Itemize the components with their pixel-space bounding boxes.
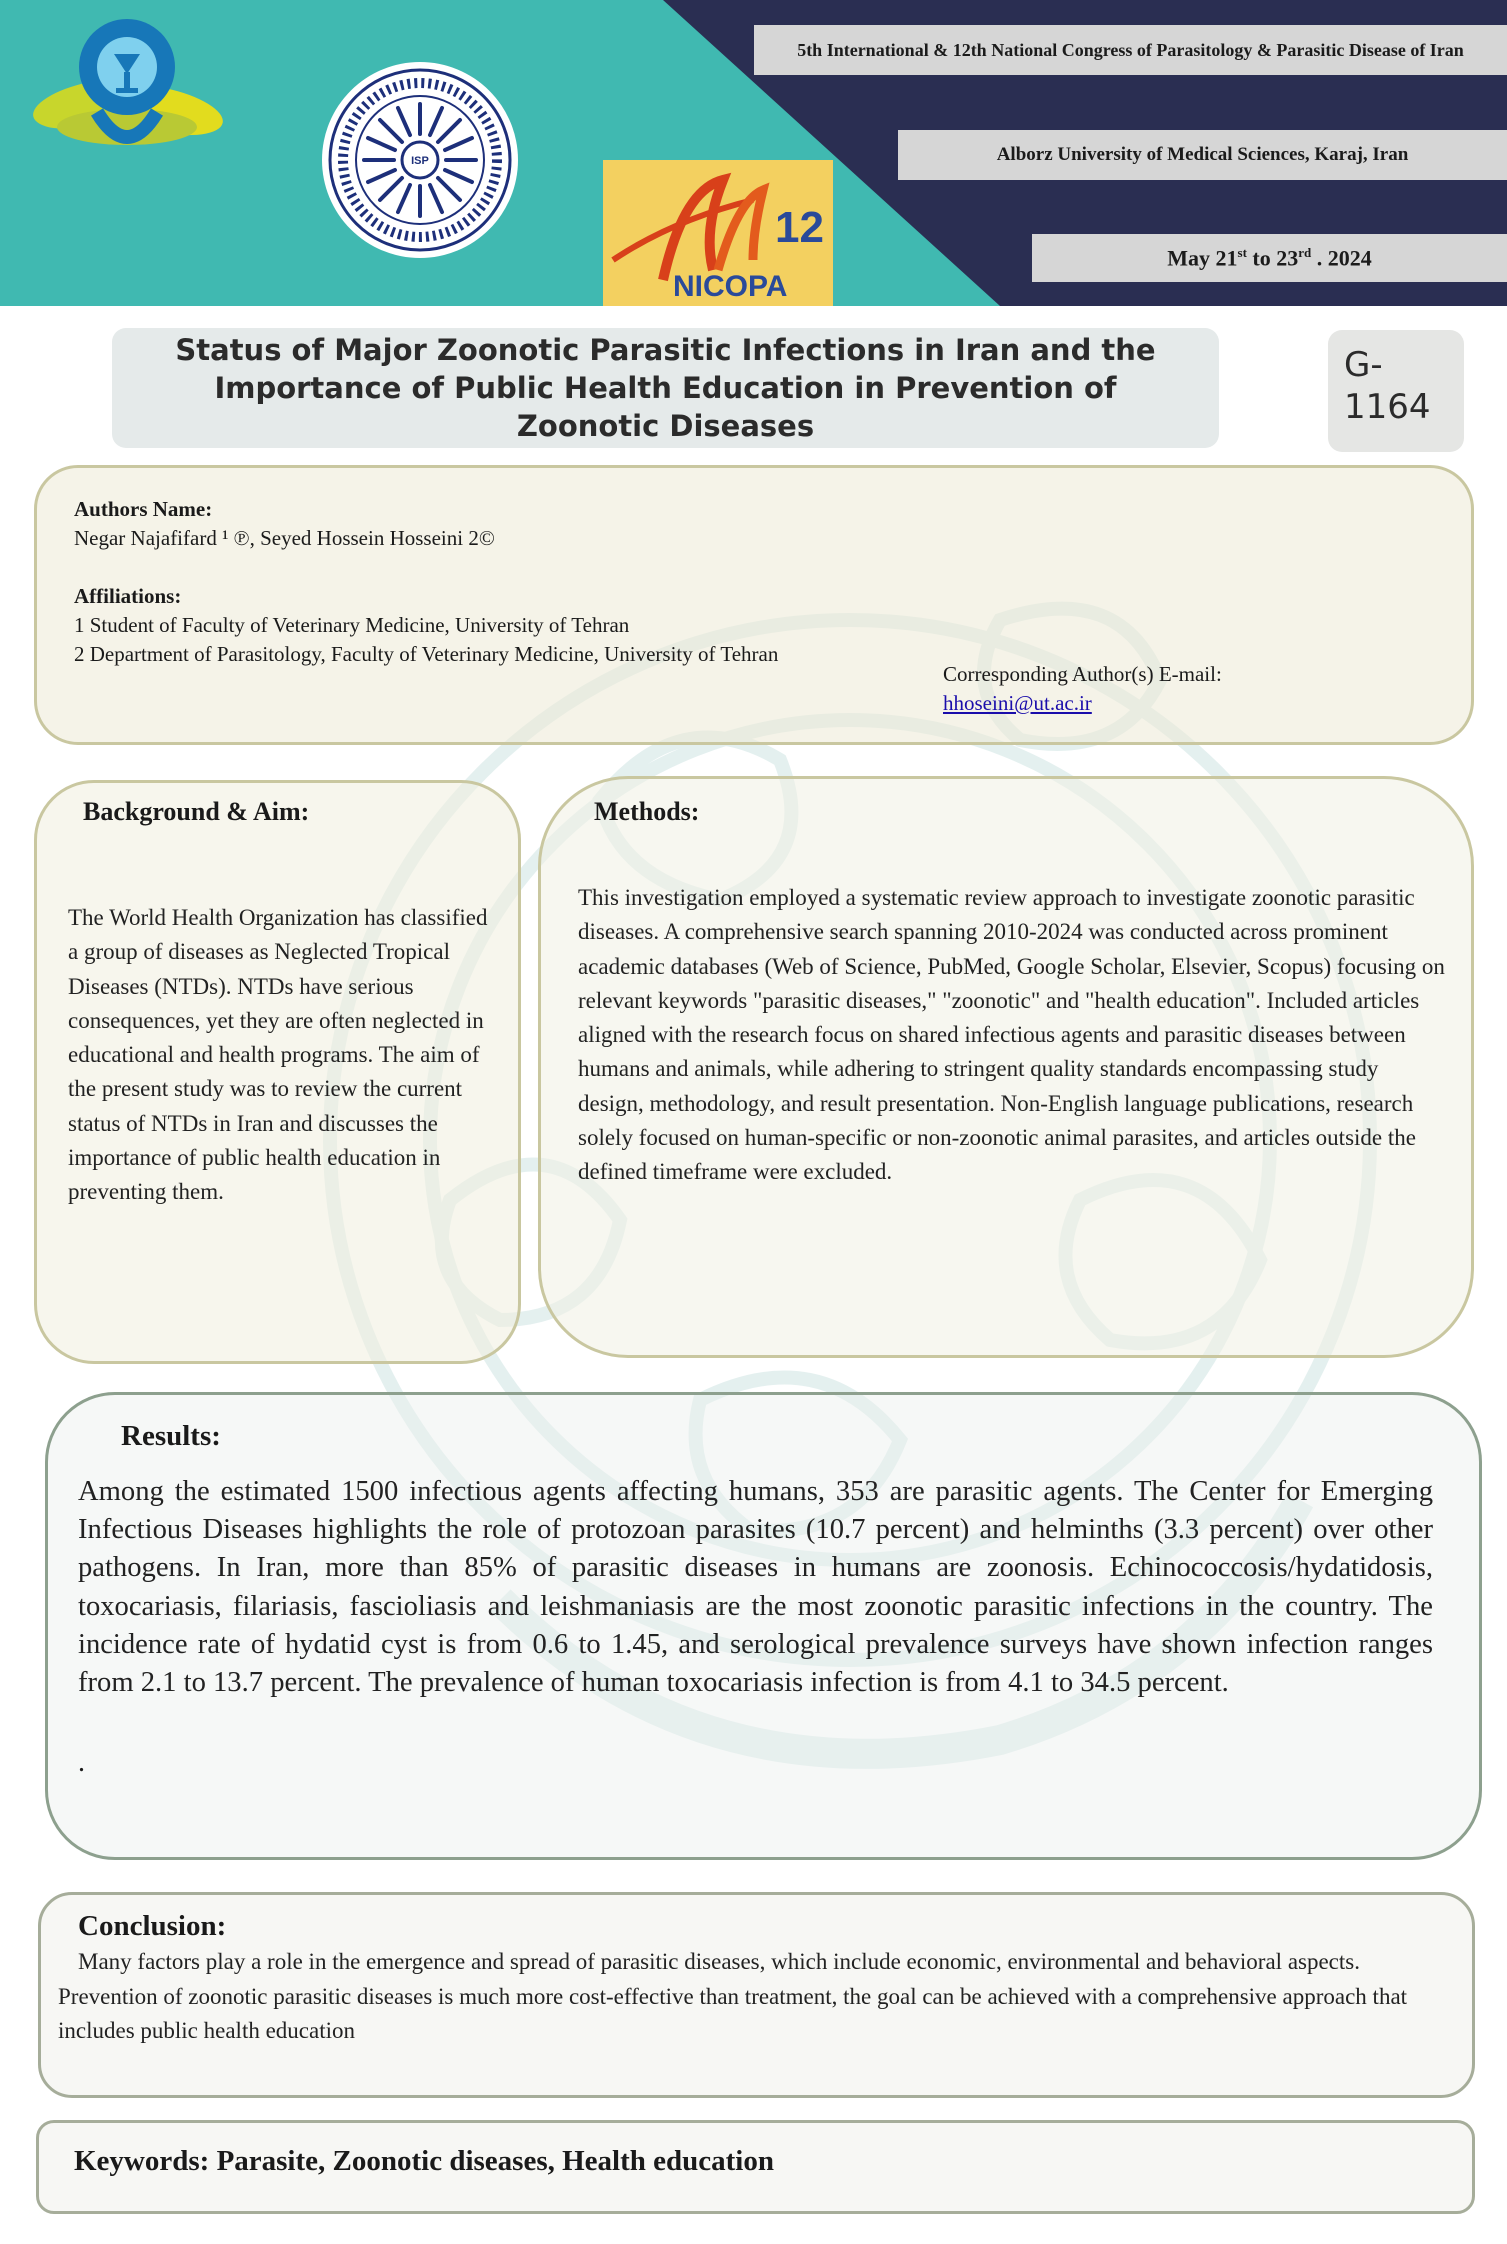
conclusion-heading: Conclusion: — [78, 1910, 227, 1942]
results-text: Among the estimated 1500 infectious agents affecting humans, 353 are parasitic agents. The Center for Emerging Infectious Diseases highlights the role of protozoan parasites (10.7 percent) and helminths (3.3 percent) over other pathogens. In Iran, more than 85% of parasitic diseases in humans are zoonosis. Echinococcosis/hydatidosis, toxocariasis, filariasis, fascioliasis and leishmaniasis are the most zoonotic parasitic infections in the country. The incidence rate of hydatid cyst is from 0.6 to 1.45, and serological prevalence surveys have shown infection ranges from 2.1 to 13.7 percent. The prevalence of human toxocariasis infection is from 4.1 to 34.5 percent. — [78, 1476, 1433, 1699]
corresponding-author-label: Corresponding Author(s) E-mail: — [943, 662, 1222, 686]
authors-names: Negar Najafifard ¹ ℗, Seyed Hossein Hosseini 2© — [74, 526, 495, 550]
nicopa-logo-graphic — [603, 160, 833, 306]
congress-logo — [22, 12, 232, 167]
congress-date: May 21st to 23rd . 2024 — [1167, 244, 1372, 271]
keywords-line: Keywords: Parasite, Zoonotic diseases, Health education — [74, 2145, 774, 2177]
methods-heading: Methods: — [594, 797, 700, 826]
corresponding-author-email-link[interactable]: hhoseini@ut.ac.ir — [943, 691, 1092, 715]
poster-code: G-1164 — [1344, 345, 1431, 427]
nicopa-12-logo — [603, 160, 833, 306]
header-banner — [0, 0, 1507, 306]
affiliations-label: Affiliations: — [74, 584, 182, 608]
congress-name-bar — [754, 25, 1507, 75]
university-bar — [898, 130, 1507, 180]
nicopa-logo-text: NICOPA — [673, 270, 788, 303]
society-logo-badge: ISP — [411, 155, 429, 167]
poster-title: Status of Major Zoonotic Parasitic Infections in Iran and the Importance of Public Health Education in Prevention of Zoonotic Diseases — [175, 333, 1156, 443]
conclusion-text: Many factors play a role in the emergence and spread of parasitic diseases, which include economic, environmental and behavioral aspects. Prevention of zoonotic parasitic diseases is much more cost-effective than treatment, the goal can be achieved with a comprehensive approach that includes public health education — [58, 1949, 1408, 2043]
date-bar — [1032, 234, 1507, 282]
background-text: The World Health Organization has classified a group of diseases as Neglected Tropical Diseases (NTDs). NTDs have serious consequences, yet they are often neglected in educational and health programs. The aim of the present study was to review the current status of NTDs in Iran and discusses the importance of public health education in preventing them. — [68, 905, 488, 1205]
title-banner — [112, 328, 1219, 448]
affiliation-item: 1 Student of Faculty of Veterinary Medicine, University of Tehran — [74, 613, 630, 637]
society-of-parasitology-logo — [320, 60, 520, 260]
methods-text: This investigation employed a systematic review approach to investigate zoonotic parasitic diseases. A comprehensive search spanning 2010-2024 was conducted across prominent academic databases (Web of Science, PubMed, Google Scholar, Elsevier, Scopus) focusing on relevant keywords "parasitic diseases," "zoonotic" and "health education". Included articles aligned with the research focus on shared infectious agents and parasitic diseases between humans and animals, while adhering to stringent quality standards encompassing study design, methodology, and result presentation. Non-English language publications, research solely focused on human-specific or non-zoonotic animal parasites, and articles outside the defined timeframe were excluded. — [578, 885, 1445, 1185]
congress-name: 5th International & 12th National Congress of Parasitology & Parasitic Disease of Iran — [797, 39, 1464, 60]
affiliation-item: 2 Department of Parasitology, Faculty of Veterinary Medicine, University of Tehran — [74, 642, 779, 666]
university-name: Alborz University of Medical Sciences, Karaj, Iran — [996, 144, 1409, 165]
results-heading: Results: — [121, 1420, 221, 1452]
background-heading: Background & Aim: — [83, 797, 310, 826]
nicopa-logo-number: 12 — [775, 203, 824, 252]
authors-panel — [34, 465, 1474, 745]
authors-label: Authors Name: — [74, 497, 213, 521]
poster-code-badge — [1328, 330, 1464, 452]
results-trailing-mark: . — [78, 1747, 85, 1778]
